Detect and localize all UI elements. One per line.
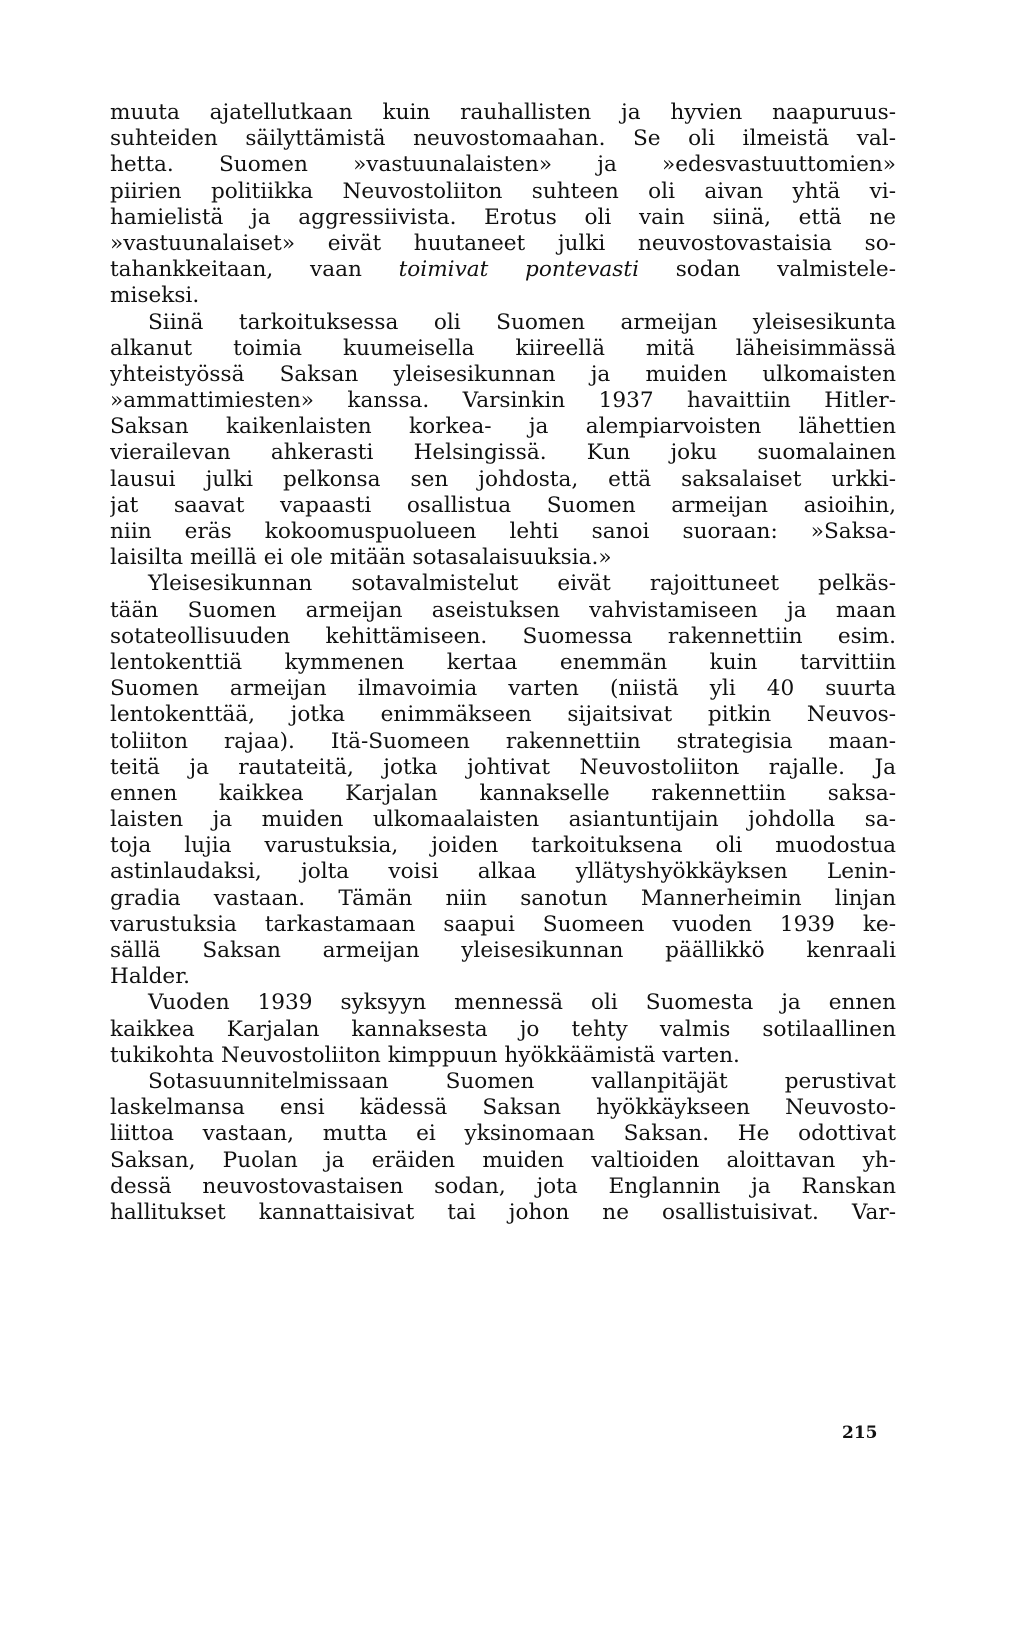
text-line: toja lujia varustuksia, joiden tarkoituksena oli muodostua — [110, 833, 896, 859]
text-line: alkanut toimia kuumeisella kiireellä mitä läheisimmässä — [110, 335, 896, 361]
emphasis-text: toimivat pontevasti — [398, 257, 639, 283]
text-line: astinlaudaksi, jolta voisi alkaa yllätyshyökkäyksen Lenin- — [110, 859, 896, 885]
text-line: Saksan, Puolan ja eräiden muiden valtioiden aloittavan yh- — [110, 1147, 896, 1173]
text-line: gradia vastaan. Tämän niin sanotun Mannerheimin linjan — [110, 885, 896, 911]
text-line: Sotasuunnitelmissaan Suomen vallanpitäjät perustivat — [148, 1068, 896, 1094]
text-line: dessä neuvostovastaisen sodan, jota Englannin ja Ranskan — [110, 1173, 896, 1199]
text-line: niin eräs kokoomuspuolueen lehti sanoi suoraan: »Saksa- — [110, 519, 896, 544]
paragraph — [110, 100, 896, 310]
text-line: tukikohta Neuvostoliiton kimppuun hyökkäämistä varten. — [110, 1042, 740, 1068]
text-line: laisilta meillä ei ole mitään sotasalaisuuksia.» — [110, 545, 612, 571]
paragraph — [110, 990, 896, 1069]
text-line: sotateollisuuden kehittämiseen. Suomessa rakennettiin esim. — [110, 623, 896, 649]
text-line: Yleisesikunnan sotavalmistelut eivät rajoittuneet pelkäs- — [148, 571, 896, 597]
text-line: »vastuunalaiset» eivät huutaneet julki neuvostovastaisia so- — [110, 230, 896, 256]
text-line: suhteiden säilyttämistä neuvostomaahan. Se oli ilmeistä val- — [110, 126, 896, 152]
body-text — [110, 100, 896, 1226]
text-line: Saksan kaikenlaisten korkea- ja alempiarvoisten lähettien — [110, 414, 896, 440]
text-line: yhteistyössä Saksan yleisesikunnan ja muiden ulkomaisten — [110, 361, 896, 387]
text-segment: sodan valmistele- — [675, 257, 896, 283]
text-line: kaikkea Karjalan kannaksesta jo tehty valmis sotilaallinen — [110, 1016, 896, 1042]
text-line: teitä ja rautateitä, jotka johtivat Neuvostoliiton rajalle. Ja — [110, 754, 896, 780]
text-line: hamielistä ja aggressiivista. Erotus oli vain siinä, että ne — [110, 204, 896, 230]
text-segment: tahankkeitaan, vaan — [110, 257, 362, 283]
text-line: toliiton rajaa). Itä-Suomeen rakennettiin strategisia maan- — [110, 728, 896, 754]
paragraph — [110, 310, 896, 572]
text-line: piirien politiikka Neuvostoliiton suhteen oli aivan yhtä vi- — [110, 178, 896, 204]
text-line: muuta ajatellutkaan kuin rauhallisten ja hyvien naapuruus- — [110, 100, 896, 125]
text-line: Vuoden 1939 syksyyn mennessä oli Suomesta ja ennen — [148, 990, 896, 1016]
text-line: hetta. Suomen »vastuunalaisten» ja »edesvastuuttomien» — [110, 152, 896, 178]
text-line: hallitukset kannattaisivat tai johon ne osallistuisivat. Var- — [110, 1199, 896, 1225]
text-line: vierailevan ahkerasti Helsingissä. Kun joku suomalainen — [110, 440, 896, 466]
text-line: tään Suomen armeijan aseistuksen vahvistamiseen ja maan — [110, 597, 896, 623]
text-line: »ammattimiesten» kanssa. Varsinkin 1937 havaittiin Hitler- — [110, 388, 896, 414]
page-number: 215 — [842, 1423, 878, 1443]
text-line: miseksi. — [110, 283, 200, 309]
text-line — [110, 257, 896, 283]
text-line: lentokenttää, jotka enimmäkseen sijaitsivat pitkin Neuvos- — [110, 702, 896, 728]
paragraph — [110, 1069, 896, 1226]
paragraph — [110, 571, 896, 990]
text-line: sällä Saksan armeijan yleisesikunnan päällikkö kenraali — [110, 938, 896, 963]
text-line: jat saavat vapaasti osallistua Suomen armeijan asioihin, — [110, 492, 896, 518]
text-line: laisten ja muiden ulkomaalaisten asiantuntijain johdolla sa- — [110, 807, 896, 833]
text-line: lausui julki pelkonsa sen johdosta, että saksalaiset urkki- — [110, 466, 896, 492]
text-line: liittoa vastaan, mutta ei yksinomaan Saksan. He odottivat — [110, 1121, 896, 1147]
text-line: Halder. — [110, 964, 191, 990]
text-line: ennen kaikkea Karjalan kannakselle rakennettiin saksa- — [110, 780, 896, 806]
text-line: laskelmansa ensi kädessä Saksan hyökkäykseen Neuvosto- — [110, 1095, 896, 1121]
text-line: lentokenttiä kymmenen kertaa enemmän kuin tarvittiin — [110, 649, 896, 675]
text-line: Siinä tarkoituksessa oli Suomen armeijan yleisesikunta — [148, 309, 896, 335]
text-line: Suomen armeijan ilmavoimia varten (niistä yli 40 suurta — [110, 676, 896, 702]
text-line: varustuksia tarkastamaan saapui Suomeen vuoden 1939 ke- — [110, 911, 896, 937]
